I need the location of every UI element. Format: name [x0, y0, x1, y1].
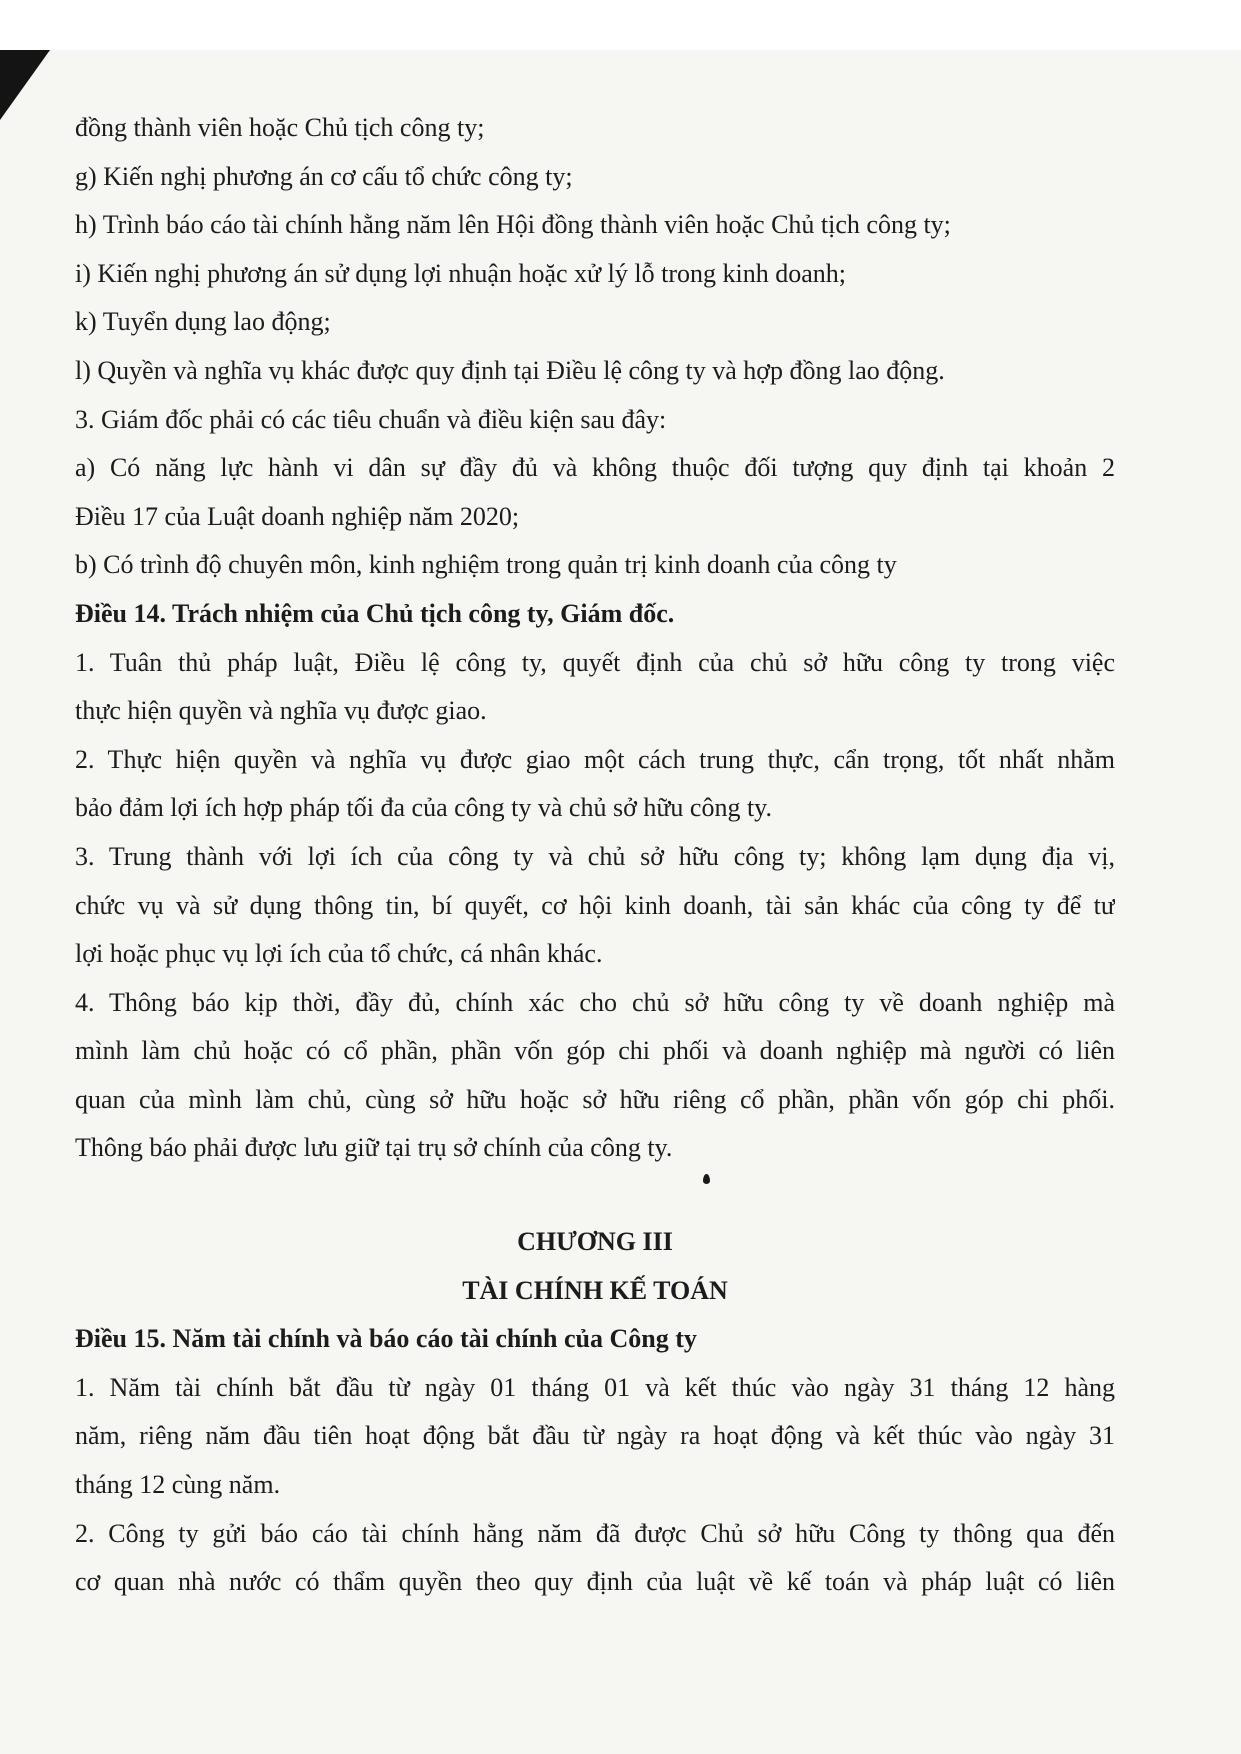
list-item-a-cont: Điều 17 của Luật doanh nghiệp năm 2020;	[75, 501, 520, 531]
article-14-line: 2. Thực hiện quyền và nghĩa vụ được giao một cách trung thực, cẩn trọng, tốt nhất nhằm	[75, 744, 1115, 774]
section-spacer	[75, 1173, 1115, 1218]
article-14-line: 4. Thông báo kịp thời, đầy đủ, chính xác cho chủ sở hữu công ty về doanh nghiệp mà	[75, 987, 1115, 1017]
chapter-title: TÀI CHÍNH KẾ TOÁN	[462, 1275, 728, 1305]
article-14-line: lợi hoặc phục vụ lợi ích của tổ chức, cá nhân khác.	[75, 939, 603, 969]
article-14-line: thực hiện quyền và nghĩa vụ được giao.	[75, 696, 487, 726]
list-item-h: h) Trình báo cáo tài chính hằng năm lên Hội đồng thành viên hoặc Chủ tịch công ty;	[75, 210, 951, 240]
article-14-line: 1. Tuân thủ pháp luật, Điều lệ công ty, quyết định của chủ sở hữu công ty trong việc	[75, 647, 1115, 677]
article-15-line: tháng 12 cùng năm.	[75, 1470, 281, 1500]
text-line: đồng thành viên hoặc Chủ tịch công ty;	[75, 113, 485, 142]
scan-margin-top	[0, 0, 1241, 50]
list-item-k: k) Tuyển dụng lao động;	[75, 307, 331, 337]
scan-corner-shadow	[0, 50, 50, 120]
list-item-l: l) Quyền và nghĩa vụ khác được quy định tại Điều lệ công ty và hợp đồng lao động.	[75, 355, 945, 385]
article-14-line: 3. Trung thành với lợi ích của công ty và chủ sở hữu công ty; không lạm dụng địa vị,	[75, 841, 1115, 871]
article-15-heading: Điều 15. Năm tài chính và báo cáo tài chính của Công ty	[75, 1324, 697, 1354]
article-14-line: mình làm chủ hoặc có cổ phần, phần vốn góp chi phối và doanh nghiệp mà người có liên	[75, 1036, 1115, 1066]
list-item-b: b) Có trình độ chuyên môn, kinh nghiệm trong quản trị kinh doanh của công ty	[75, 550, 897, 580]
article-14-line: quan của mình làm chủ, cùng sở hữu hoặc sở hữu riêng cổ phần, phần vốn góp chi phối.	[75, 1084, 1115, 1114]
article-15-line: cơ quan nhà nước có thẩm quyền theo quy định của luật về kế toán và pháp luật có liên	[75, 1567, 1115, 1597]
list-item-g: g) Kiến nghị phương án cơ cấu tổ chức công ty;	[75, 161, 573, 191]
list-item-a: a) Có năng lực hành vi dân sự đầy đủ và không thuộc đối tượng quy định tại khoản 2	[75, 453, 1115, 483]
article-14-heading: Điều 14. Trách nhiệm của Chủ tịch công ty, Giám đốc.	[75, 598, 675, 628]
document-body	[75, 104, 1115, 1607]
article-14-line: bảo đảm lợi ích hợp pháp tối đa của công ty và chủ sở hữu công ty.	[75, 793, 772, 823]
article-14-line: Thông báo phải được lưu giữ tại trụ sở chính của công ty.	[75, 1133, 673, 1163]
chapter-number: CHƯƠNG III	[517, 1227, 673, 1257]
article-15-line: 2. Công ty gửi báo cáo tài chính hằng năm đã được Chủ sở hữu Công ty thông qua đến	[75, 1518, 1115, 1548]
article-15-line: năm, riêng năm đầu tiên hoạt động bắt đầu từ ngày ra hoạt động và kết thúc vào ngày 31	[75, 1421, 1115, 1451]
article-15-line: 1. Năm tài chính bắt đầu từ ngày 01 tháng 01 và kết thúc vào ngày 31 tháng 12 hàng	[75, 1372, 1115, 1402]
article-14-line: chức vụ và sử dụng thông tin, bí quyết, cơ hội kinh doanh, tài sản khác của công ty để tư	[75, 890, 1115, 920]
clause-3-intro: 3. Giám đốc phải có các tiêu chuẩn và điều kiện sau đây:	[75, 404, 667, 434]
list-item-i: i) Kiến nghị phương án sử dụng lợi nhuận hoặc xử lý lỗ trong kinh doanh;	[75, 258, 846, 288]
